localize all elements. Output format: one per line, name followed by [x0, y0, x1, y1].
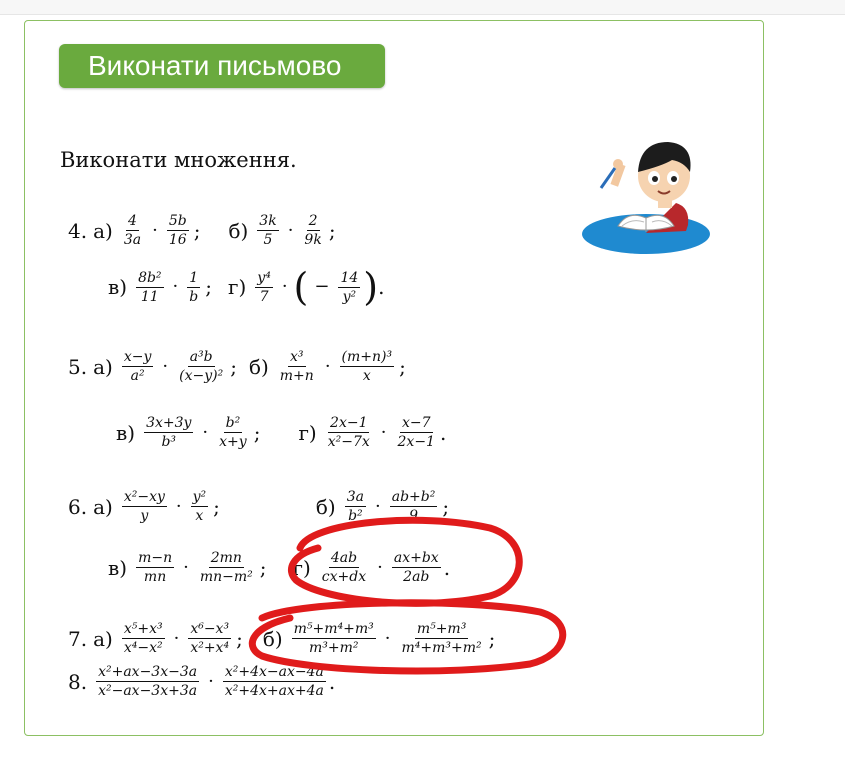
problem-7-row — [68, 622, 523, 655]
semicolon: ; — [253, 420, 261, 445]
item-label: а) — [93, 626, 113, 651]
numerator: 4 — [128, 213, 137, 229]
fraction — [326, 416, 372, 449]
problem-6-row-2 — [108, 551, 450, 584]
denominator: a² — [130, 368, 145, 384]
task-badge: Виконати письмово — [59, 44, 385, 88]
problem-8-row — [68, 665, 335, 698]
denominator: 2x−1 — [397, 434, 435, 450]
fraction — [136, 551, 174, 584]
open-paren: ( — [293, 265, 309, 309]
multiply-sign: · — [281, 276, 288, 297]
item-label: а) — [93, 354, 113, 379]
denominator: 7 — [259, 288, 269, 305]
denominator: y — [140, 508, 149, 524]
multiply-sign: · — [208, 670, 214, 692]
fraction — [144, 416, 193, 449]
problem-number: 6. — [68, 494, 88, 519]
denominator: 9k — [304, 232, 322, 248]
fraction — [302, 214, 323, 247]
multiply-sign: · — [384, 627, 391, 649]
boy-writing-icon — [578, 128, 714, 264]
multiply-sign: · — [175, 495, 182, 517]
multiply-sign: · — [172, 276, 179, 297]
fraction — [292, 622, 376, 655]
numerator: y² — [192, 489, 207, 505]
numerator: 4ab — [330, 550, 358, 566]
item-label: б) — [228, 218, 249, 243]
multiply-sign: · — [162, 355, 169, 377]
numerator: 1 — [189, 269, 199, 286]
problem-number: 4. — [68, 218, 88, 243]
problem-5-row-1 — [68, 350, 434, 383]
denominator: 2ab — [403, 569, 430, 585]
item-label: г) — [298, 420, 317, 445]
fraction — [396, 416, 437, 449]
fraction — [320, 551, 368, 584]
fraction — [392, 551, 441, 584]
period: . — [328, 669, 336, 694]
semicolon: ; — [230, 354, 237, 379]
denominator: b² — [348, 508, 363, 524]
denominator: 3a — [123, 232, 142, 248]
fraction — [255, 271, 273, 304]
multiply-sign: · — [173, 627, 180, 649]
multiply-sign: · — [202, 421, 209, 443]
fraction — [167, 214, 189, 247]
denominator: mn−m² — [199, 569, 253, 585]
problem-number: 7. — [68, 626, 88, 651]
numerator: 3x+3y — [146, 415, 192, 431]
top-bar — [0, 0, 845, 15]
numerator: ab+b² — [391, 489, 436, 505]
numerator: 2 — [308, 213, 318, 229]
fraction — [177, 350, 225, 383]
period: . — [443, 555, 451, 580]
denominator: 11 — [140, 288, 159, 305]
item-label: в) — [108, 555, 128, 580]
period: . — [378, 275, 385, 299]
multiply-sign: · — [287, 219, 294, 241]
period: . — [439, 420, 447, 445]
denominator: x²+x⁴ — [190, 640, 230, 656]
numerator: x²−xy — [123, 489, 165, 505]
numerator: ax+bx — [393, 550, 439, 566]
fraction — [188, 622, 231, 655]
denominator: cx+dx — [321, 569, 367, 585]
denominator: x²−7x — [327, 434, 370, 450]
numerator: m−n — [138, 550, 173, 566]
numerator: x⁶−x³ — [190, 621, 230, 637]
problem-6-row-1 — [68, 490, 477, 523]
denominator: x+y — [219, 434, 247, 450]
numerator: 5b — [168, 213, 187, 229]
fraction — [278, 350, 316, 383]
fraction — [217, 416, 249, 449]
numerator: 14 — [340, 269, 359, 286]
numerator: b² — [225, 415, 241, 431]
denominator: mn — [143, 569, 167, 585]
semicolon: ; — [236, 626, 243, 651]
denominator: x — [195, 508, 204, 524]
numerator: x−7 — [401, 415, 431, 431]
fraction — [345, 490, 366, 523]
denominator: m+n — [279, 368, 314, 384]
semicolon: ; — [193, 218, 201, 243]
denominator: (x−y)² — [179, 368, 224, 384]
numerator: 2x−1 — [330, 415, 368, 431]
denominator: x²+4x+ax+4a — [224, 683, 324, 699]
semicolon: ; — [399, 354, 406, 379]
denominator: 16 — [168, 232, 187, 248]
fraction — [257, 214, 278, 247]
item-label: а) — [93, 494, 113, 519]
denominator: m³+m² — [308, 640, 359, 656]
item-label: б) — [315, 494, 336, 519]
fraction — [122, 350, 154, 383]
multiply-sign: · — [183, 556, 189, 578]
semicolon: ; — [442, 494, 450, 519]
fraction — [187, 271, 200, 304]
item-label: б) — [248, 354, 269, 379]
semicolon: ; — [213, 494, 220, 519]
numerator: 3k — [259, 213, 277, 229]
semicolon: ; — [328, 218, 336, 243]
numerator: m⁵+m⁴+m³ — [293, 621, 374, 637]
item-label: в) — [108, 275, 128, 299]
denominator: m⁴+m³+m² — [401, 640, 482, 656]
semicolon: ; — [205, 275, 212, 299]
denominator: 9 — [409, 508, 418, 524]
fraction — [191, 490, 209, 523]
denominator: b³ — [161, 434, 177, 450]
denominator: 5 — [263, 232, 273, 248]
numerator: x³ — [290, 349, 304, 365]
numerator: 8b² — [138, 269, 162, 286]
problem-4-row-2 — [108, 265, 385, 309]
item-label: б) — [262, 626, 283, 651]
numerator: 3a — [346, 489, 364, 505]
numerator: m⁵+m³ — [416, 621, 467, 637]
multiply-sign: · — [324, 355, 331, 377]
numerator: a³b — [189, 349, 213, 365]
numerator: x⁵+x³ — [123, 621, 163, 637]
numerator: 2mn — [210, 550, 242, 566]
fraction — [136, 271, 163, 304]
numerator: x−y — [123, 349, 152, 365]
fraction — [198, 551, 255, 584]
denominator: x — [362, 368, 371, 384]
fraction — [390, 490, 438, 523]
fraction — [400, 622, 484, 655]
item-label: г) — [228, 275, 247, 299]
minus-sign: − — [314, 276, 330, 297]
item-label: в) — [116, 420, 136, 445]
numerator: x²+4x−ax−4a — [224, 664, 324, 680]
denominator: x⁴−x² — [123, 640, 163, 656]
fraction — [96, 665, 199, 698]
multiply-sign: · — [380, 421, 387, 443]
problem-number: 5. — [68, 354, 88, 379]
fraction — [223, 665, 326, 698]
fraction — [340, 350, 395, 383]
semicolon: ; — [259, 555, 267, 580]
denominator: b — [189, 288, 199, 305]
numerator: y⁴ — [257, 269, 271, 286]
fraction — [122, 622, 165, 655]
fraction — [338, 271, 360, 304]
fraction — [122, 490, 167, 523]
problem-5-row-2 — [116, 416, 446, 449]
multiply-sign: · — [377, 556, 383, 578]
denominator: y² — [342, 288, 357, 305]
numerator: x²+ax−3x−3a — [98, 664, 198, 680]
item-label: г) — [292, 555, 311, 580]
denominator: x²−ax−3x+3a — [98, 683, 198, 699]
close-paren: ) — [363, 265, 379, 309]
fraction — [122, 214, 143, 247]
numerator: (m+n)³ — [341, 349, 393, 365]
problem-number: 8. — [68, 669, 88, 694]
semicolon: ; — [488, 626, 496, 651]
problem-4-row-1 — [68, 214, 364, 247]
multiply-sign: · — [152, 219, 158, 241]
multiply-sign: · — [375, 495, 381, 517]
item-label: а) — [93, 218, 113, 243]
instruction-text: Виконати множення. — [60, 148, 297, 172]
